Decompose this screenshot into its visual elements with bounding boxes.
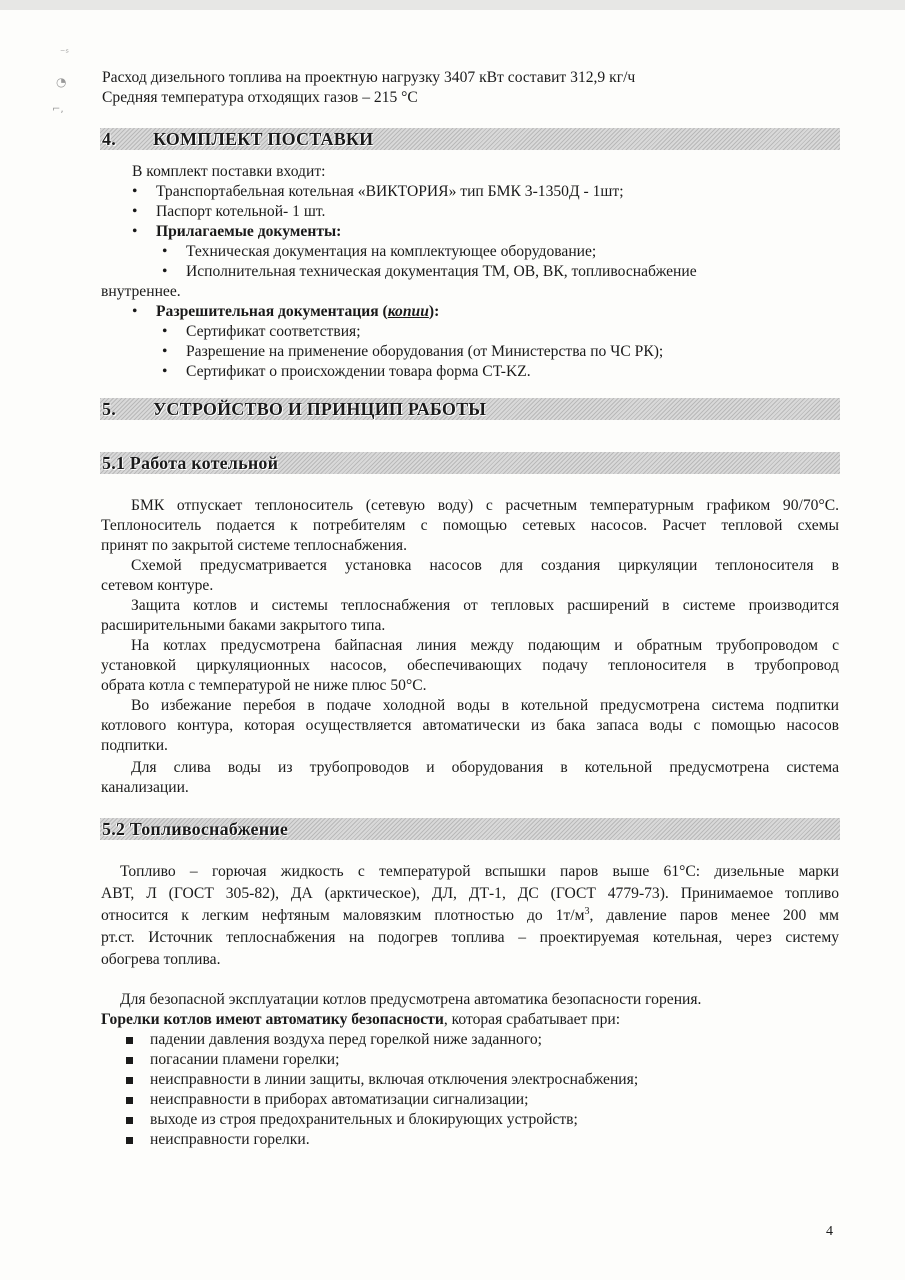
bullet: • (162, 363, 168, 380)
section-5-title: УСТРОЙСТВО И ПРИНЦИП РАБОТЫ (153, 399, 487, 419)
attached-doc-technical: Техническая документация на комплектующее оборудование; (186, 243, 597, 260)
square-bullet (126, 1037, 133, 1044)
p51-4-line1: На котлах предусмотрена байпасная линия между подающим и обратным трубопроводом с (131, 637, 839, 654)
p51-2-line1: Схемой предусматривается установка насосов для создания циркуляции теплоносителя в (131, 557, 839, 574)
bullet: • (132, 183, 138, 200)
bullet: • (162, 263, 168, 280)
p52-3: Горелки котлов имеют автоматику безопасности, которая срабатывает при: (101, 1011, 621, 1028)
p51-1-line1: БМК отпускает теплоноситель (сетевую воду) с расчетным температурным графиком 90/70°С. (131, 497, 839, 514)
bullet: • (132, 203, 138, 220)
section-5-1-heading (100, 452, 840, 474)
p51-5-line1: Во избежание перебоя в подаче холодной воды в котельной предусмотрена система подпитки (131, 697, 839, 714)
permit-approval: Разрешение на применение оборудования (от Министерства по ЧС РК); (186, 343, 664, 360)
p52-1-line3: относится к легким нефтяным маловязким плотностью до $1т/м^3$, давление паров менее 200 мм (101, 905, 839, 924)
safety-condition-4: неисправности в приборах автоматизации сигнализации; (150, 1091, 529, 1108)
bullet: • (132, 223, 138, 240)
safety-condition-5: выходе из строя предохранительных и блокирующих устройств; (150, 1111, 578, 1128)
square-bullet (126, 1077, 133, 1084)
p51-5-line3: подпитки. (101, 737, 168, 754)
delivery-lead: В комплект поставки входит: (132, 163, 326, 180)
square-bullet (126, 1057, 133, 1064)
safety-condition-1: падении давления воздуха перед горелкой ниже заданного; (150, 1031, 542, 1048)
square-bullet (126, 1097, 133, 1104)
flue-gas-temperature-line: Средняя температура отходящих газов – 215 °С (102, 89, 418, 106)
p51-5-line2: котлового контура, которая осуществляется автоматически из бака запаса воды с помощью насосов (101, 717, 839, 734)
p51-3-line1: Защита котлов и системы теплоснабжения от тепловых расширений в системе производится (131, 597, 839, 614)
copies-emphasis: копии (387, 303, 429, 320)
cubic-superscript: 3 (584, 905, 590, 917)
scan-margin-marks: ⁻ˢ ◔ ⌐‚ (52, 48, 70, 115)
p51-1-line3: принят по закрытой системе теплоснабжения. (101, 537, 407, 554)
section-5-heading (100, 398, 840, 420)
p51-4-line2: установкой циркуляционных насосов, обеспечивающих подачу теплоносителя в трубопровод (101, 657, 839, 674)
bullet: • (162, 243, 168, 260)
bullet: • (132, 303, 138, 320)
attached-doc-executive-cont: внутреннее. (101, 283, 181, 300)
delivery-item-boiler: Транспортабельная котельная «ВИКТОРИЯ» тип БМК 3-1350Д - 1шт; (156, 183, 624, 200)
p52-3-bold: Горелки котлов имеют автоматику безопасности (101, 1011, 444, 1028)
safety-condition-2: погасании пламени горелки; (150, 1051, 340, 1068)
section-5-2-heading (100, 818, 840, 840)
p52-1-line5: обогрева топлива. (101, 951, 221, 968)
attached-doc-executive: Исполнительная техническая документация ТМ, ОВ, ВК, топливоснабжение (186, 263, 697, 280)
p51-1-line2: Теплоноситель подается к потребителям с помощью сетевых насосов. Расчет тепловой схемы (101, 517, 839, 534)
p52-2: Для безопасной эксплуатации котлов предусмотрена автоматика безопасности горения. (120, 991, 702, 1008)
section-5-1-title: 5.1 Работа котельной (102, 453, 279, 473)
safety-condition-3: неисправности в линии защиты, включая отключения электроснабжения; (150, 1071, 639, 1088)
permit-origin-certificate: Сертификат о происхождении товара форма CT-KZ. (186, 363, 531, 380)
permit-documents-label: Разрешительная документация (копии): (156, 303, 440, 320)
p51-2-line2: сетевом контуре. (101, 577, 214, 594)
safety-condition-6: неисправности горелки. (150, 1131, 310, 1148)
p51-6-line1: Для слива воды из трубопроводов и оборудования в котельной предусмотрена система (131, 759, 839, 776)
square-bullet (126, 1137, 133, 1144)
p52-1-line1: Топливо – горючая жидкость с температурой вспышки паров выше 61°С: дизельные марки (120, 863, 839, 880)
p52-1-line4: рт.ст. Источник теплоснабжения на подогрев топлива – проектируемая котельная, через систему (101, 929, 839, 946)
attached-documents-label: Прилагаемые документы: (156, 223, 342, 240)
p51-3-line2: расширительными баками закрытого типа. (101, 617, 386, 634)
bullet: • (162, 343, 168, 360)
bullet: • (162, 323, 168, 340)
section-4-number: 4. (102, 129, 116, 149)
square-bullet (126, 1117, 133, 1124)
p51-6-line2: канализации. (101, 779, 189, 796)
delivery-item-passport: Паспорт котельной- 1 шт. (156, 203, 326, 220)
p52-1-line2: АВТ, Л (ГОСТ 305-82), ДА (арктическое), ДЛ, ДТ-1, ДС (ГОСТ 4779-73). Принимаемое топливо (101, 885, 839, 902)
fuel-consumption-line: Расход дизельного топлива на проектную нагрузку 3407 кВт составит 312,9 кг/ч (102, 69, 636, 86)
permit-certificate: Сертификат соответствия; (186, 323, 361, 340)
page-number: 4 (826, 1224, 833, 1239)
section-5-number: 5. (102, 399, 116, 419)
section-5-2-title: 5.2 Топливоснабжение (102, 819, 289, 839)
section-4-title: КОМПЛЕКТ ПОСТАВКИ (153, 129, 374, 149)
p51-4-line3: обрата котла с температурой не ниже плюс 50°С. (101, 677, 427, 694)
section-4-heading (100, 128, 840, 150)
